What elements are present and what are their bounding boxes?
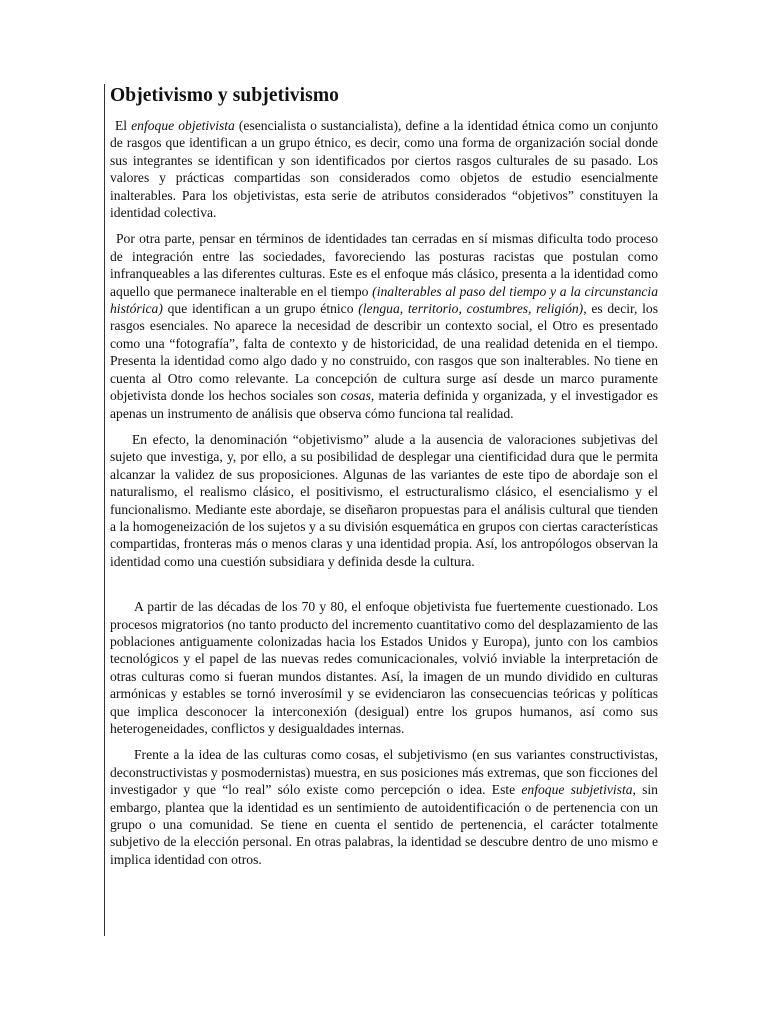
p5-text-c: sin embargo, plantea que la identidad es un sentimiento de autoidentificación o de pertenencia con un grupo o una comunidad. Se tiene en cuenta el sentido de pertenencia, el carácter totalmente subjetivo de la elección personal. En otras palabras, la identidad se descubre dentro de uno mismo e implica identidad con otros. <box>110 782 658 867</box>
p2-italic-f: cosas <box>340 388 371 404</box>
p2-text-a: Por otra parte, pensar en términos de identidades tan cerradas en sí mismas dificulta todo proceso de integración entre las sociedades, favoreciendo las posturas racistas que postulan como infranqueables a las diferentes culturas. Este es el enfoque más clásico, presenta a la identidad como aquello que permanece inalterable en el tiempo <box>110 231 658 299</box>
document-title: Objetivismo y subjetivismo <box>110 85 340 106</box>
document-page <box>104 84 658 936</box>
p2-text-e: , es decir, los rasgos esenciales. No aparece la necesidad de describir un contexto social, el Otro es presentado como una “fotografía”, falta de contexto y de historicidad, de una realidad detenida en el tiempo. Presenta la identidad como algo dado y no construido, con rasgos que son inalterables. No tiene en cuenta al Otro como relevante. La concepción de cultura surge así desde un marco puramente objetivista donde los hechos sociales son <box>110 301 658 404</box>
p5-text-a: Frente a la idea de las culturas como cosas, el subjetivismo (en sus variantes constructivistas, deconstructivistas y posmodernistas) muestra, en sus posiciones más extremas, que son ficciones del investigador y que “lo real” sólo existe como percepción o idea. Este <box>110 747 658 798</box>
p1-text-c: (esencialista o sustancialista), define a la identidad étnica como un conjunto de rasgos que identifican a un grupo étnico, es decir, como una forma de organización social donde sus integrantes se identifican y son identificados por ciertos rasgos culturales de su pasado. Los valores y prácticas compartidas son considerados como objetos de estudio esencialmente inalterables. Para los objetivistas, esta serie de atributos considerados “objetivos” constituyen la identidad colectiva. <box>110 118 659 221</box>
p2-text-c: que identifican a un grupo étnico <box>162 301 359 317</box>
paragraph-critica-objetivismo <box>110 230 658 421</box>
paragraph-subjetivismo <box>110 746 658 868</box>
p1-text-a: El <box>115 118 132 133</box>
paragraph-objetivismo-definition <box>110 117 658 221</box>
paragraph-decadas-70-80: A partir de las décadas de los 70 y 80, el enfoque objetivista fue fuertemente cuestionado. Los procesos migratorios (no tanto producto del incremento cuantitativo como del desplazamiento de las poblaciones antiguamente colonizadas hacia los Estados Unidos y Europa), junto con los cambios tecnológicos y el papel de las nuevas redes comunicacionales, volvió inviable la interpretación de otras culturas como si fueran mundos distantes. Así, la imagen de un mundo dividido en culturas armónicas y estables se tornó inverosímil y se evidenciaron las consecuencias teóricas y políticas que implica desconocer la interconexión (desigual) entre los grupos humanos, así como sus heterogeneidades, conflictos y desigualdades internas. <box>110 599 658 736</box>
p2-italic-b: (inalterables al paso del tiempo y a la circunstancia histórica) <box>110 283 658 317</box>
p1-italic-term: enfoque objetivista <box>131 118 235 133</box>
p2-italic-d: (lengua, territorio, costumbres, religión) <box>358 301 584 317</box>
p2-text-g: , materia definida y organizada, y el investigador es apenas un instrumento de análisis que observa cómo funciona tal realidad. <box>110 388 658 421</box>
paragraph-denominacion: En efecto, la denominación “objetivismo” alude a la ausencia de valoraciones subjetivas del sujeto que investiga, y, por ello, a su posibilidad de desplegar una cientificidad dura que le permita alcanzar la validez de sus proposiciones. Algunas de las variantes de este tipo de abordaje son el naturalismo, el realismo clásico, el positivismo, el estructuralismo clásico, el esencialismo y el funcionalismo. Mediante este abordaje, se diseñaron propuestas para el análisis cultural que tienden a la homogeneización de los sujetos y a su división esquemática en grupos con ciertas características compartidas, fronteras más o menos claras y una identidad propia. Así, los antropólogos observan la identidad como una cuestión subsidiara y definida desde la cultura. <box>110 431 658 569</box>
p5-italic-term: enfoque subjetivista, <box>521 782 636 798</box>
